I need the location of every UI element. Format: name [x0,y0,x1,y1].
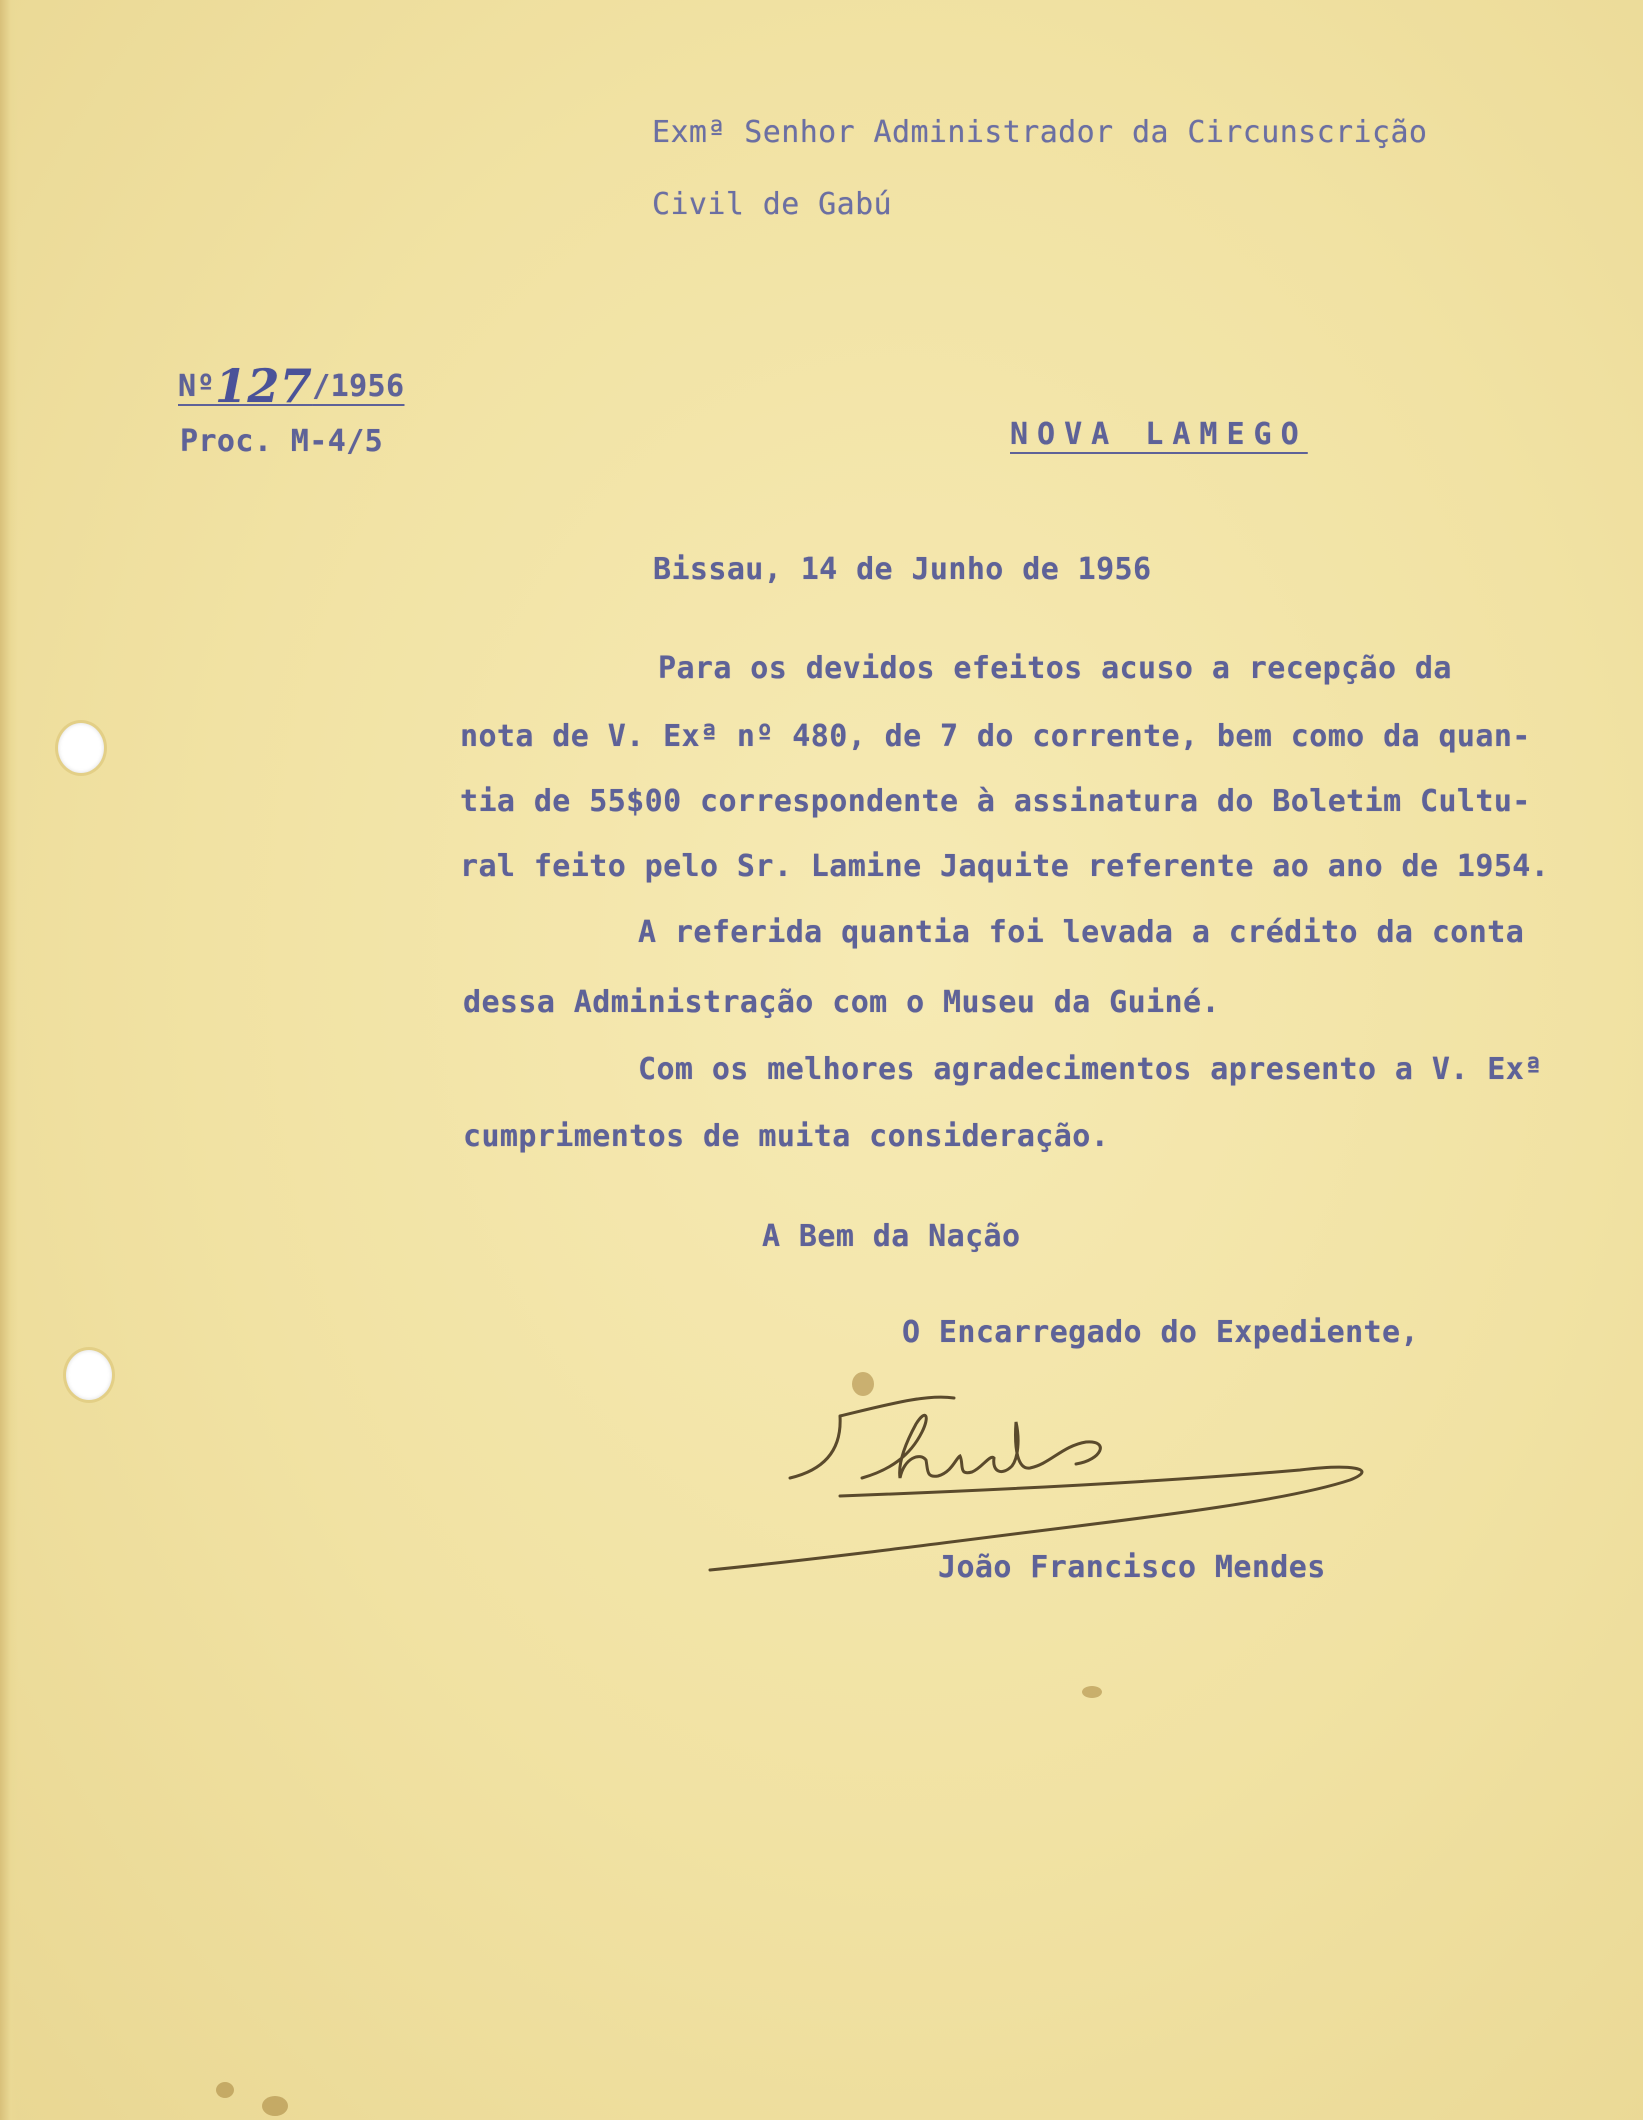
signer-role: O Encarregado do Expediente, [902,1315,1419,1350]
body-line: A referida quantia foi levada a crédito da conta [638,915,1525,950]
body-line: tia de 55$00 correspondente à assinatura do Boletim Cultu- [460,784,1531,819]
stain-spot [262,2096,288,2116]
signer-name: João Francisco Mendes [938,1550,1326,1585]
process-reference: Proc. M-4/5 [180,424,384,459]
salutation: A Bem da Nação [762,1219,1021,1254]
stain-spot [216,2082,234,2098]
paper-edge [0,0,18,2120]
body-line: Para os devidos efeitos acuso a recepção da [658,651,1452,686]
reference-number [178,357,405,413]
date-line: Bissau, 14 de Junho de 1956 [653,552,1152,587]
punch-hole-top [58,723,104,773]
body-line: nota de V. Exª nº 480, de 7 do corrente, bem como da quan- [460,719,1531,754]
stain-spot [1082,1686,1102,1698]
punch-hole-bottom [66,1350,112,1400]
reference-handwritten-number: 127 [214,359,313,413]
destination-heading: NOVA LAMEGO [1010,417,1308,452]
body-line: Com os melhores agradecimentos apresento a V. Exª [638,1052,1543,1087]
body-line: dessa Administração com o Museu da Guiné. [463,985,1220,1020]
reference-prefix: Nº [178,369,215,404]
body-line: ral feito pelo Sr. Lamine Jaquite referente ao ano de 1954. [460,849,1550,884]
addressee-line-2: Civil de Gabú [652,187,892,222]
addressee-line-1: Exmª Senhor Administrador da Circunscrição [652,115,1428,150]
reference-year: /1956 [312,369,405,404]
body-line: cumprimentos de muita consideração. [463,1119,1110,1154]
